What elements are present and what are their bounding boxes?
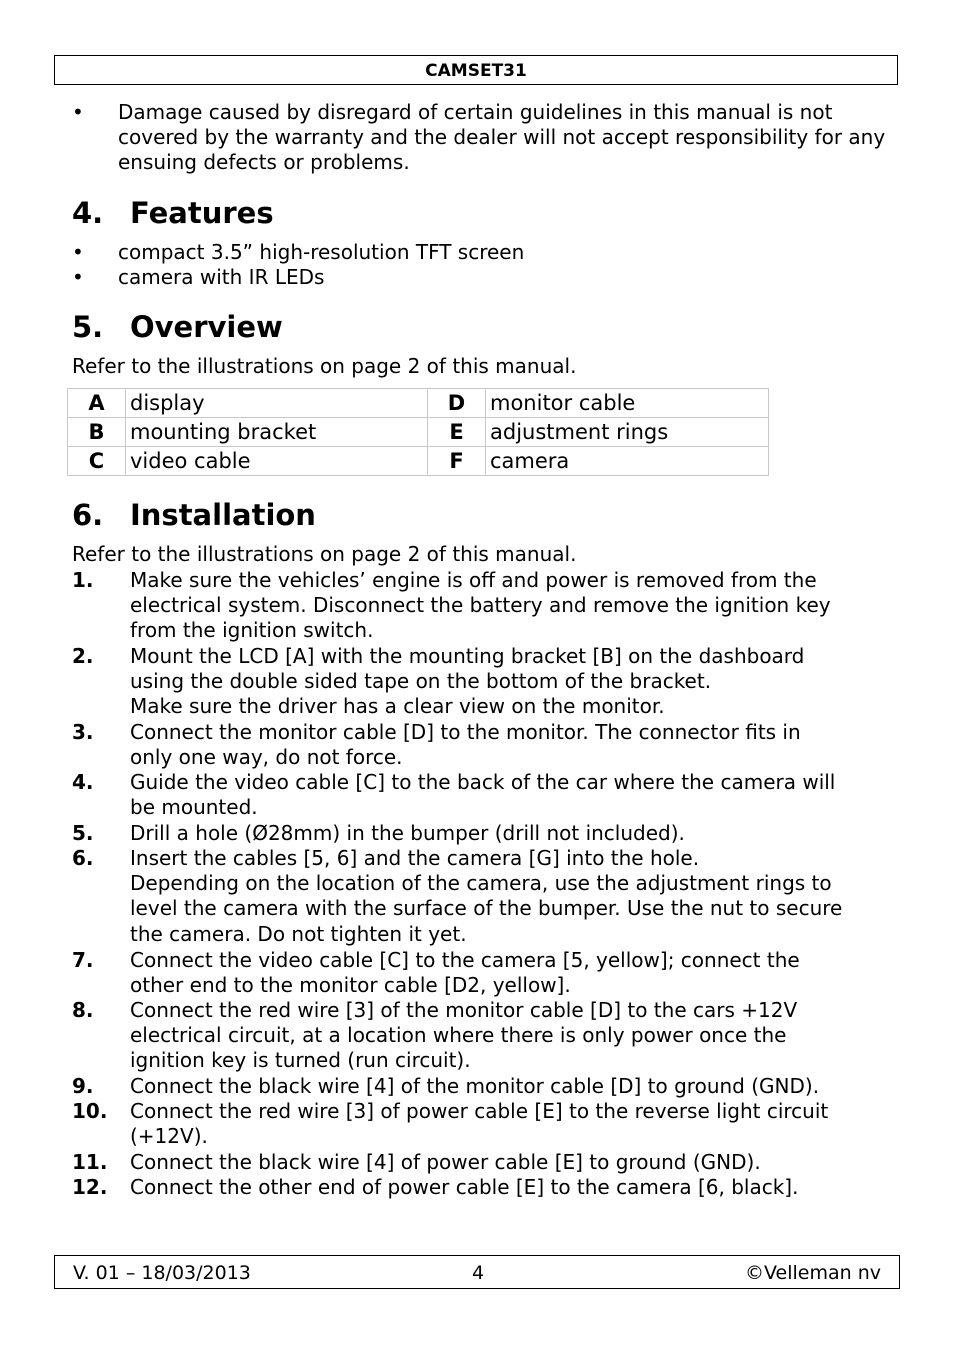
- part-key: F: [428, 447, 486, 476]
- section-heading-features: [72, 196, 274, 230]
- step-text: Connect the video cable [C] to the camera [5, yellow]; connect the other end to the monitor cable [D2, yellow].: [130, 948, 800, 998]
- step-number: 10.: [72, 1099, 108, 1123]
- bullet-symbol: •: [72, 100, 84, 124]
- part-name: mounting bracket: [126, 418, 428, 447]
- step-number: 11.: [72, 1150, 108, 1174]
- step-text: Mount the LCD [A] with the mounting bracket [B] on the dashboard using the double sided tape on the bottom of the bracket. Make sure the driver has a clear view on the monitor.: [130, 644, 805, 719]
- step-number: 6.: [72, 846, 94, 870]
- bullet-symbol: •: [72, 240, 84, 264]
- intro-bullet-text: Damage caused by disregard of certain guidelines in this manual is not covered by the warranty and the dealer will not accept responsibility for any ensuing defects or problems.: [118, 100, 886, 175]
- page-footer: [54, 1255, 900, 1289]
- step-number: 1.: [72, 568, 94, 592]
- section-title: Installation: [130, 498, 316, 532]
- part-name: display: [126, 389, 428, 418]
- part-name: adjustment rings: [486, 418, 769, 447]
- step-text: Connect the black wire [4] of power cable [E] to ground (GND).: [130, 1150, 761, 1174]
- step-text: Make sure the vehicles’ engine is off and power is removed from the electrical system. Disconnect the battery and remove the ignition key from the ignition switch.: [130, 568, 831, 643]
- part-key: E: [428, 418, 486, 447]
- part-key: D: [428, 389, 486, 418]
- step-number: 3.: [72, 720, 94, 744]
- step-text: Drill a hole (Ø28mm) in the bumper (drill not included).: [130, 821, 685, 845]
- section-title: Overview: [130, 310, 283, 344]
- step-number: 5.: [72, 821, 94, 845]
- step-number: 9.: [72, 1074, 94, 1098]
- overview-table: [67, 388, 769, 476]
- part-name: monitor cable: [486, 389, 769, 418]
- step-text: Connect the black wire [4] of the monitor cable [D] to ground (GND).: [130, 1074, 820, 1098]
- section-number: 5.: [72, 310, 104, 344]
- version-date: V. 01 – 18/03/2013: [73, 1262, 251, 1284]
- section-heading-installation: [72, 498, 316, 532]
- step-text: Connect the red wire [3] of power cable [E] to the reverse light circuit (+12V).: [130, 1099, 829, 1149]
- table-row: [68, 418, 769, 447]
- step-text: Guide the video cable [C] to the back of the car where the camera will be mounted.: [130, 770, 836, 820]
- installation-intro: Refer to the illustrations on page 2 of this manual.: [72, 542, 577, 566]
- copyright: ©Velleman nv: [745, 1262, 881, 1284]
- step-number: 2.: [72, 644, 94, 668]
- step-text: Insert the cables [5, 6] and the camera [G] into the hole. Depending on the location of the camera, use the adjustment rings to level the camera with the surface of the bumper. Use the nut to secure the camera. Do not tighten it yet.: [130, 846, 843, 946]
- step-text: Connect the other end of power cable [E] to the camera [6, black].: [130, 1175, 799, 1199]
- part-key: A: [68, 389, 126, 418]
- feature-text: camera with IR LEDs: [118, 265, 325, 289]
- part-name: video cable: [126, 447, 428, 476]
- step-number: 7.: [72, 948, 94, 972]
- section-heading-overview: [72, 310, 283, 344]
- section-number: 6.: [72, 498, 104, 532]
- table-row: [68, 447, 769, 476]
- part-key: B: [68, 418, 126, 447]
- part-name: camera: [486, 447, 769, 476]
- table-row: [68, 389, 769, 418]
- overview-intro: Refer to the illustrations on page 2 of this manual.: [72, 354, 577, 378]
- step-number: 12.: [72, 1175, 108, 1199]
- page-header: CAMSET31: [54, 55, 898, 85]
- page-number: 4: [471, 1262, 485, 1284]
- feature-text: compact 3.5” high-resolution TFT screen: [118, 240, 525, 264]
- step-number: 8.: [72, 998, 94, 1022]
- section-number: 4.: [72, 196, 104, 230]
- part-key: C: [68, 447, 126, 476]
- step-text: Connect the red wire [3] of the monitor cable [D] to the cars +12V electrical circuit, at a location where there is only power once the ignition key is turned (run circuit).: [130, 998, 798, 1073]
- step-text: Connect the monitor cable [D] to the monitor. The connector fits in only one way, do not force.: [130, 720, 801, 770]
- section-title: Features: [130, 196, 274, 230]
- step-number: 4.: [72, 770, 94, 794]
- bullet-symbol: •: [72, 265, 84, 289]
